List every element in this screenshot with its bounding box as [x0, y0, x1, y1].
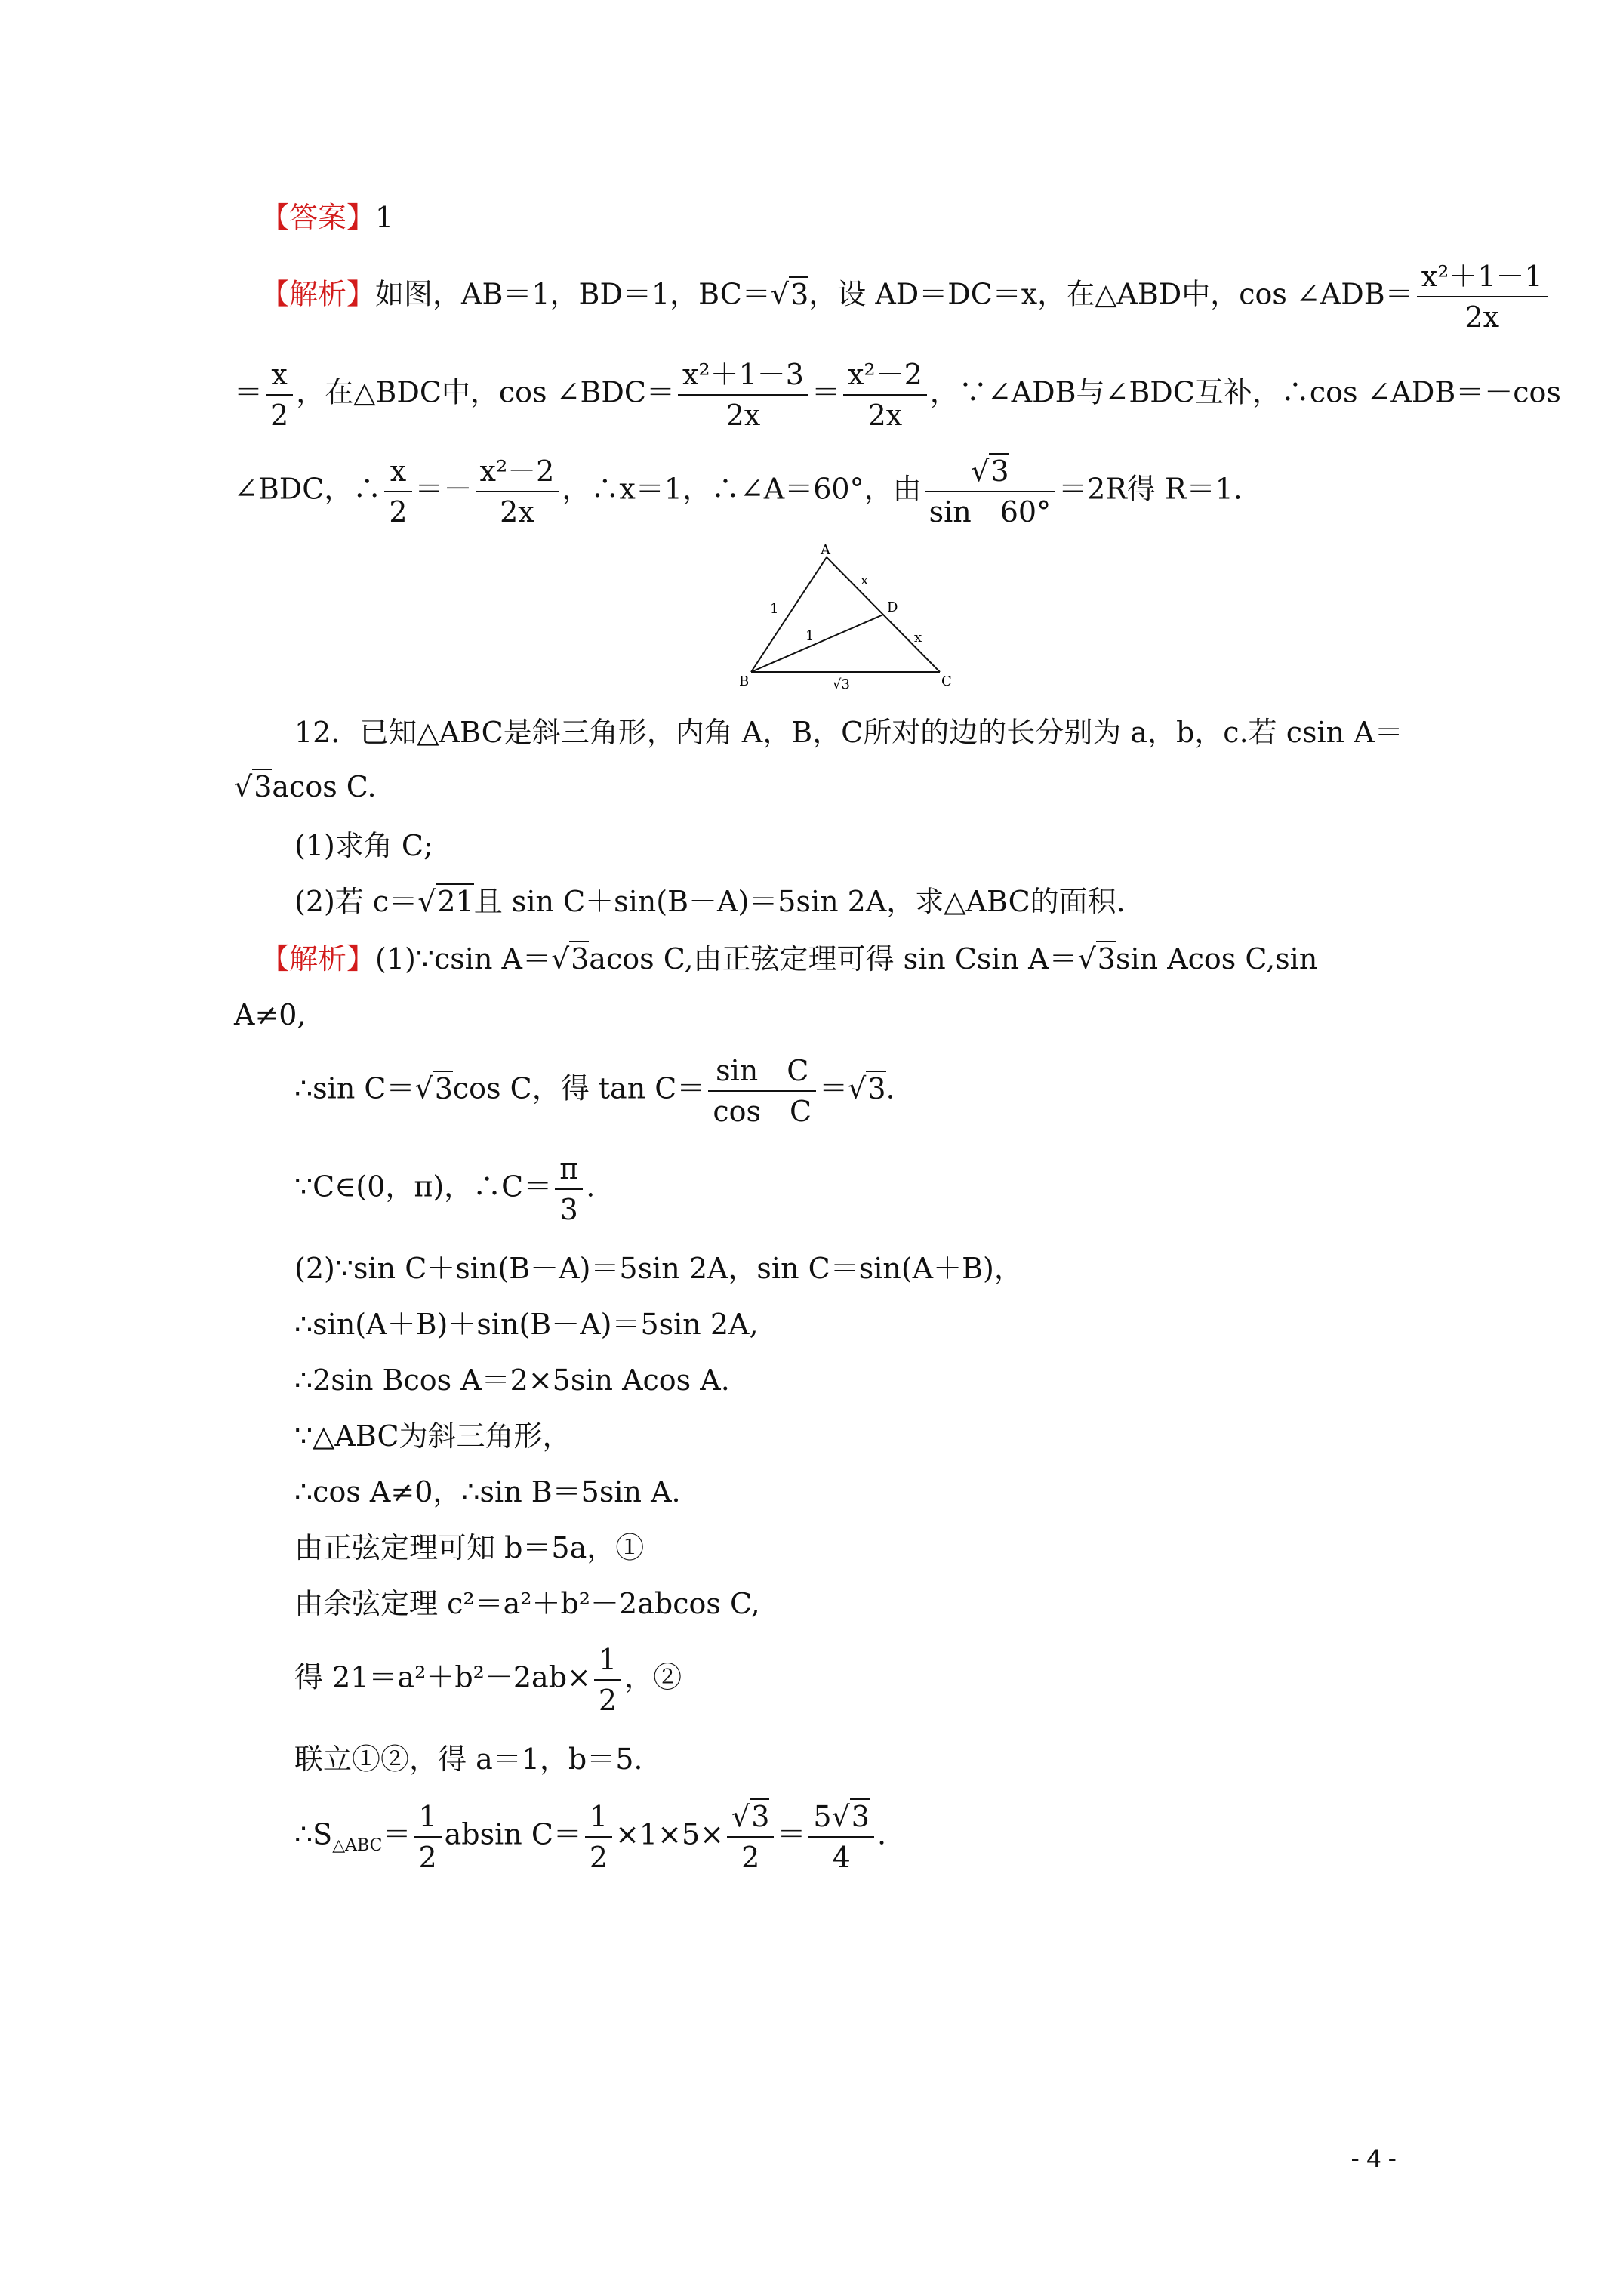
fraction: $\frac{1}{2}$: [414, 1797, 441, 1877]
vertex-d: D: [887, 599, 898, 615]
analysis1-line2: ＝ $\frac{x}{2}$ ，在△BDC中，cos ∠BDC＝ $\frac{\text{x²＋1－3}}{2x}$ ＝ $\frac{\text{x²－2}}{2x}$ ，∵∠ADB与∠BDC互补，∴cos ∠ADB＝－cos: [234, 355, 1561, 435]
triangle-figure: [736, 544, 962, 691]
fraction: $\frac{5√3}{4}$: [808, 1797, 874, 1877]
label-bc: √3: [833, 676, 850, 691]
vertex-a: A: [821, 544, 830, 558]
fraction: $\frac{√3}{\sin 60^\circ}$: [925, 451, 1055, 532]
fraction: $\frac{1}{2}$: [585, 1797, 612, 1877]
answer-line: [260, 195, 1623, 240]
segment-bd: [751, 615, 883, 672]
analysis2-line11: 由余弦定理 c²＝a²＋b²－2abcos C,: [294, 1587, 760, 1620]
answer-tag: 【答案】: [260, 201, 376, 234]
fraction: $\frac{1}{2}$: [594, 1640, 621, 1720]
analysis2-line1: 【解析】(1)∵csin A＝√3acos C,由正弦定理可得 sin Csin A＝√3sin Acos C,sin: [260, 942, 1318, 975]
analysis1-line3: ∠BDC，∴ $\frac{x}{2}$ ＝－ $\frac{\text{x²－2}}{2x}$ ，∴x＝1，∴∠A＝60°，由 $\frac{√3}{\sin 60^\circ}$ ＝2R得 R＝1.: [234, 451, 1243, 532]
label-bd: 1: [805, 628, 815, 644]
analysis2-line6: ∴sin(A＋B)＋sin(B－A)＝5sin 2A,: [294, 1308, 759, 1341]
q12-line1: 12．已知△ABC是斜三角形，内角 A，B，C所对的边的长分别为 a，b，c.若 csin A＝: [294, 716, 1403, 749]
fraction: $\frac{\text{x²＋1－1}}{2x}$: [1417, 257, 1548, 337]
analysis2-line4: ∵C∈(0，π)，∴C＝ $\frac{\pi}{3}$ .: [294, 1149, 595, 1229]
fraction: $\frac{\text{x²－2}}{2x}$: [476, 451, 559, 532]
fraction: $\frac{\pi}{3}$: [555, 1149, 583, 1229]
analysis2-line7: ∴2sin Bcos A＝2×5sin Acos A.: [294, 1364, 730, 1397]
vertex-b: B: [739, 673, 750, 689]
analysis2-line12: 得 21＝a²＋b²－2ab× $\frac{1}{2}$ ，②: [294, 1640, 682, 1720]
analysis2-line9: ∴cos A≠0，∴sin B＝5sin A.: [294, 1475, 681, 1509]
q12-part2: (2)若 c＝√21且 sin C＋sin(B－A)＝5sin 2A，求△ABC的面积.: [294, 885, 1126, 918]
analysis1-line1: 【解析】如图，AB＝1，BD＝1，BC＝√3，设 AD＝DC＝x，在△ABD中，cos ∠ADB＝ $\frac{\text{x²＋1－1}}{2x}$: [260, 257, 1551, 337]
page-number: - 4 -: [1350, 2144, 1397, 2173]
fraction: $\frac{\text{x²－2}}{2x}$: [843, 355, 927, 435]
analysis2-line3: ∴sin C＝√3cos C，得 tan C＝ $\frac{\text{sin C}}{\text{cos C}}$ ＝√3.: [294, 1051, 895, 1131]
q12-part1: (1)求角 C;: [294, 829, 433, 862]
analysis2-line14: $\therefore S_{\triangle ABC}=$ $\frac{1}{2}$ absin C＝ $\frac{1}{2}$ ×1×5× $\frac{√3}{2}$ ＝ $\frac{5√3}{4}$ .: [294, 1797, 886, 1877]
analysis2-line10: 由正弦定理可知 b＝5a，①: [294, 1531, 645, 1564]
analysis2-line2: A≠0,: [234, 998, 306, 1031]
label-ad: x: [861, 572, 869, 588]
label-ab: 1: [770, 601, 779, 617]
answer-value: 1: [375, 201, 394, 234]
analysis2-line5: (2)∵sin C＋sin(B－A)＝5sin 2A，sin C＝sin(A＋B)，: [294, 1252, 1023, 1285]
analysis2-line8: ∵△ABC为斜三角形，: [294, 1419, 571, 1453]
fraction: $\frac{x}{2}$: [384, 451, 411, 532]
fraction: $\frac{\text{sin C}}{\text{cos C}}$: [708, 1051, 816, 1131]
analysis2-line13: 联立①②，得 a＝1，b＝5.: [294, 1743, 643, 1776]
analysis1-tag: 【解析】: [260, 277, 376, 311]
label-dc: x: [914, 630, 922, 646]
vertex-c: C: [941, 673, 952, 689]
fraction: $\frac{√3}{2}$: [727, 1797, 774, 1877]
fraction: $\frac{\text{x²＋1－3}}{2x}$: [678, 355, 808, 435]
analysis2-tag: 【解析】: [260, 942, 376, 975]
q12-line2: √3acos C.: [234, 770, 377, 803]
fraction: $\frac{x}{2}$: [266, 355, 293, 435]
